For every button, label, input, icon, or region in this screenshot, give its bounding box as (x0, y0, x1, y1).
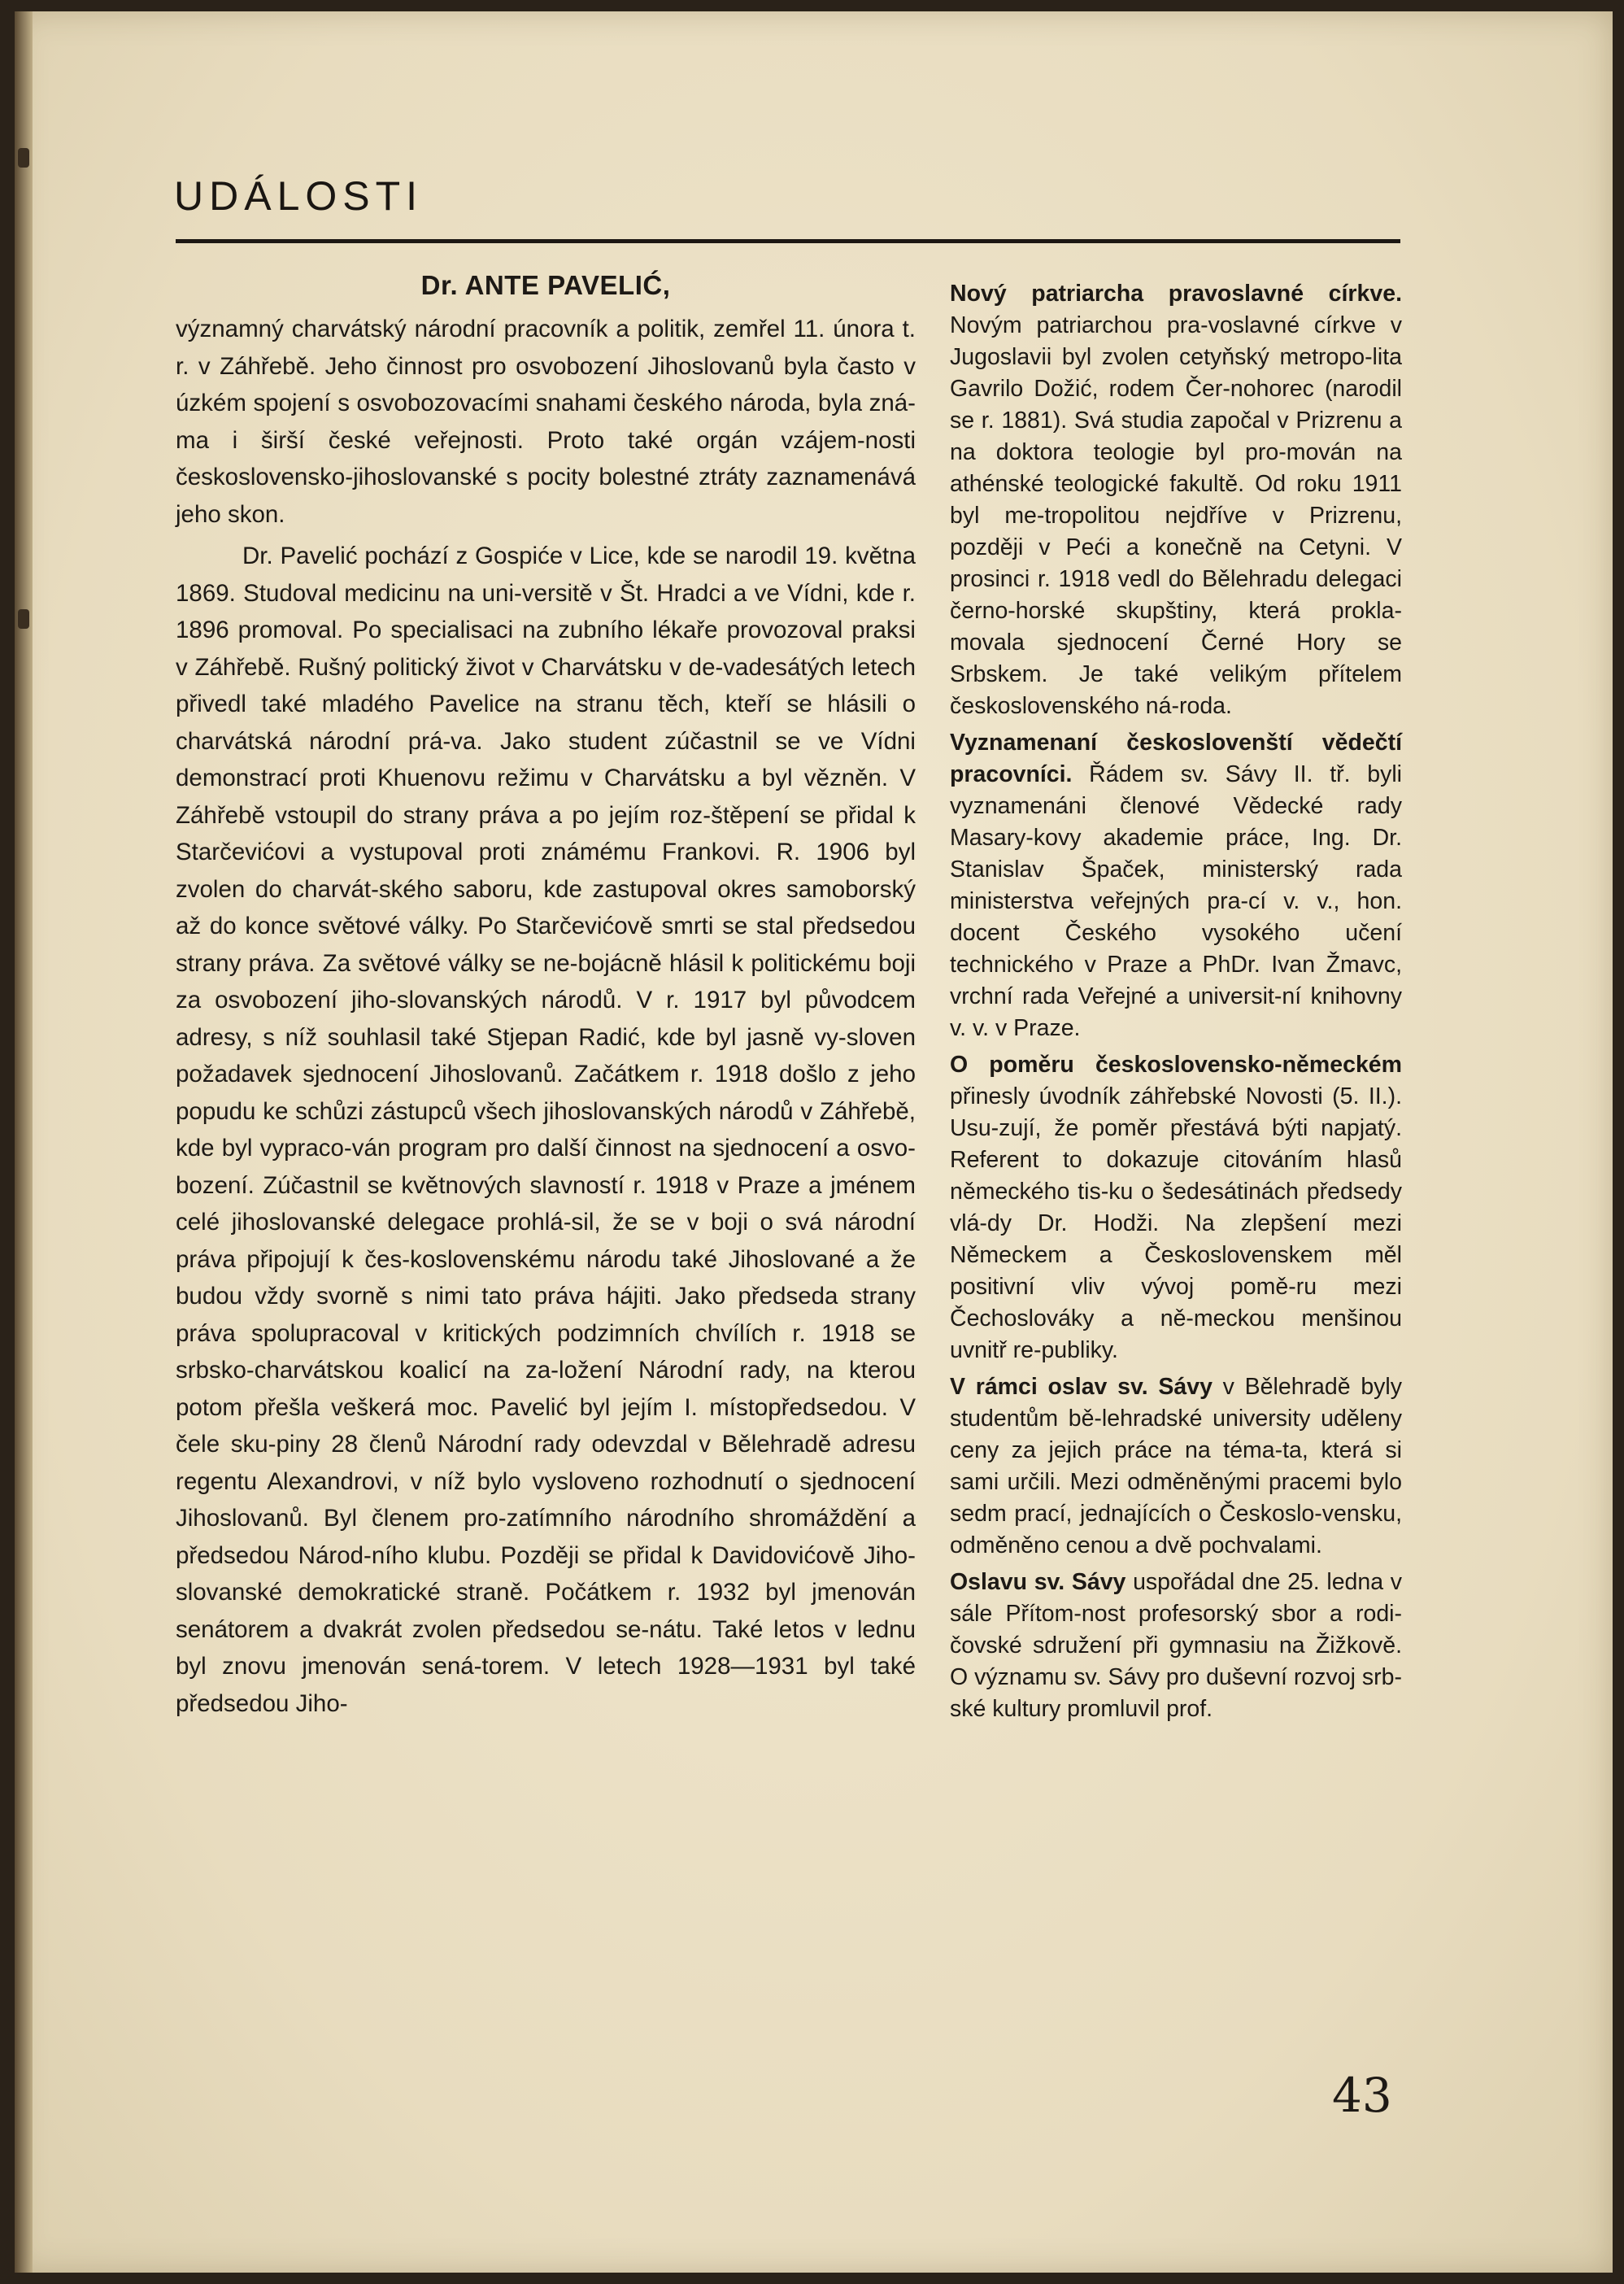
news-item-heading: Vyznamenaní českoslovenští vědečtí pracovníci. (950, 730, 1402, 787)
document-page (15, 11, 1613, 2273)
section-title: UDÁLOSTI (174, 173, 424, 219)
news-item-text: Novým patriarchou pra-voslavné církve v Jugoslavii byl zvolen cetyňský metropo-lita Gavrilo Dožić, rodem Čer-nohorec (narodil se r. 1881). Svá studia započal v Prizrenu a na doktora teologie byl pro-mován na athénské teologické fakultě. Od roku 1911 byl me-tropolitou nejdříve v Prizrenu, později v Peći a konečně na Cetyni. V prosinci r. 1918 vedl do Bělehradu delegaci černo-horské skupštiny, která prokla-movala sjednocení Černé Hory se Srbskem. Je také velikým přítelem československého ná-roda. (950, 312, 1402, 719)
news-item-text: uspořádal dne 25. ledna v sále Přítom-nost profesorský sbor a rodi-čovské sdružení při gymnasiu na Žižkově. O významu sv. Sávy pro duševní rozvoj srb-ské kultury promluvil prof. (950, 1569, 1403, 1722)
news-item-heading: Oslavu sv. Sávy (950, 1569, 1126, 1595)
news-item-text: přinesly úvodník záhřebské Novosti (5. II.). Usu-zují, že poměr přestává býti napjatý. Referent to dokazuje citováním hlasů německého tis-ku o šedesátinách předsedy vlá-dy Dr. Hodži. Na zlepšení mezi Německem a Československem měl positivní vliv vývoj pomě-ru mezi Čechoslováky a ně-meckou menšinou uvnitř re-publiky. (950, 1083, 1402, 1363)
news-item-heading: O poměru československo-německém (950, 1052, 1402, 1078)
news-item-heading: V rámci oslav sv. Sávy (950, 1374, 1213, 1400)
article-headline: Dr. ANTE PAVELIĆ, (420, 270, 671, 300)
page-binding-edge (15, 11, 33, 2273)
page-number: 43 (1332, 2068, 1392, 2123)
news-item-text: Řádem sv. Sávy II. tř. byli vyznamenáni členové Vědecké rady Masary-kovy akademie práce, Ing. Dr. Stanislav Špaček, ministerský rada ministerstva veřejných pra-cí v. v., hon. docent Českého vysokého učení technického v Praze a PhDr. Ivan Žmavc, vrchní rada Veřejné a universit-ní knihovny v. v. v Praze. (950, 761, 1402, 1041)
article-paragraph: významný charvátský národní pracovník a politik, zemřel 11. února t. r. v Záhřebě. Jeho činnost pro osvobození Jihoslovanů byla často v úzkém spojení s osvobozovacími snahami českého národa, byla zná-ma i širší české veřejnosti. Proto také orgán vzájem-nosti československo-jihoslovanské s pocity bolestné ztráty zaznamenává jeho skon. (176, 316, 916, 528)
news-item (950, 278, 1402, 722)
binding-mark (18, 609, 29, 629)
article-paragraph: Dr. Pavelić pochází z Gospiće v Lice, kde se narodil 19. května 1869. Studoval medicinu na uni-versitě v Št. Hradci a ve Vídni, kde r. 1896 promoval. Po specialisaci na zubního lékaře provozoval praksi v Záhřebě. Rušný politický život v Charvátsku v de-vadesátých letech přivedl také mladého Pavelice na stranu těch, kteří se hlásili o charvátská národní prá-va. Jako student zúčastnil se ve Vídni demonstrací proti Khuenovu režimu v Charvátsku a byl vězněn. V Záhřebě vstoupil do strany práva a po jejím roz-štěpení se přidal k Starčevićovi a vystupoval proti známému Frankovi. R. 1906 byl zvolen do charvát-ského saboru, kde zastupoval okres samoborský až do konce světové války. Po Starčevićově smrti se stal předsedou strany práva. Za světové války se ne-bojácně hlásil k politickému boji za osvobození jiho-slovanských národů. V r. 1917 byl původcem adresy, s níž souhlasil také Stjepan Radić, kde byl jasně vy-sloven požadavek sjednocení Jihoslovanů. Začátkem r. 1918 došlo z jeho popudu ke schůzi zástupců všech jihoslovanských národů v Záhřebě, kde byl vypraco-ván program pro další činnost na sjednocení a osvo-bození. Zúčastnil se květnových slavností r. 1918 v Praze a jménem celé jihoslovanské delegace prohlá-sil, že se v boji o svá národní práva připojují k čes-koslovenskému národu také Jihoslované a že budou vždy svorně s nimi tato práva hájiti. Jako předseda strany práva spolupracoval v kritických podzimních chvílích r. 1918 se srbsko-charvátskou koalicí na za-ložení Národní rady, na kterou potom přešla veškerá moc. Pavelić byl jejím I. místopředsedou. V čele sku-piny 28 členů Národní rady odevzdal v Bělehradě adresu regentu Alexandrovi, v níž bylo vysloveno rozhodnutí o sjednocení Jihoslovanů. Byl členem pro-zatímního národního shromáždění a předsedou Národ-ního klubu. Později se přidal k Davidovićově Jiho-slovanské demokratické straně. Počátkem r. 1932 byl jmenován senátorem a dvakrát zvolen předsedou se-nátu. Také letos v lednu byl znovu jmenován sená-torem. V letech 1928—1931 byl také předsedou Jiho- (176, 543, 916, 1717)
news-item (950, 1371, 1402, 1562)
news-item-text: v Bělehradě byly studentům bě-lehradské university uděleny ceny za jejich práce na téma-ta, která si sami určili. Mezi odměněnými pracemi bylo sedm prací, jednajících o Českoslo-vensku, odměněno cenou a dvě pochvalami. (950, 1374, 1402, 1558)
news-column (950, 255, 1402, 1725)
main-article (176, 255, 916, 1722)
title-rule (176, 239, 1400, 243)
news-item (950, 1567, 1402, 1725)
binding-mark (18, 148, 29, 168)
news-item (950, 727, 1402, 1044)
news-item (950, 1049, 1402, 1366)
news-item-heading: Nový patriarcha pravoslavné církve. (950, 281, 1402, 307)
